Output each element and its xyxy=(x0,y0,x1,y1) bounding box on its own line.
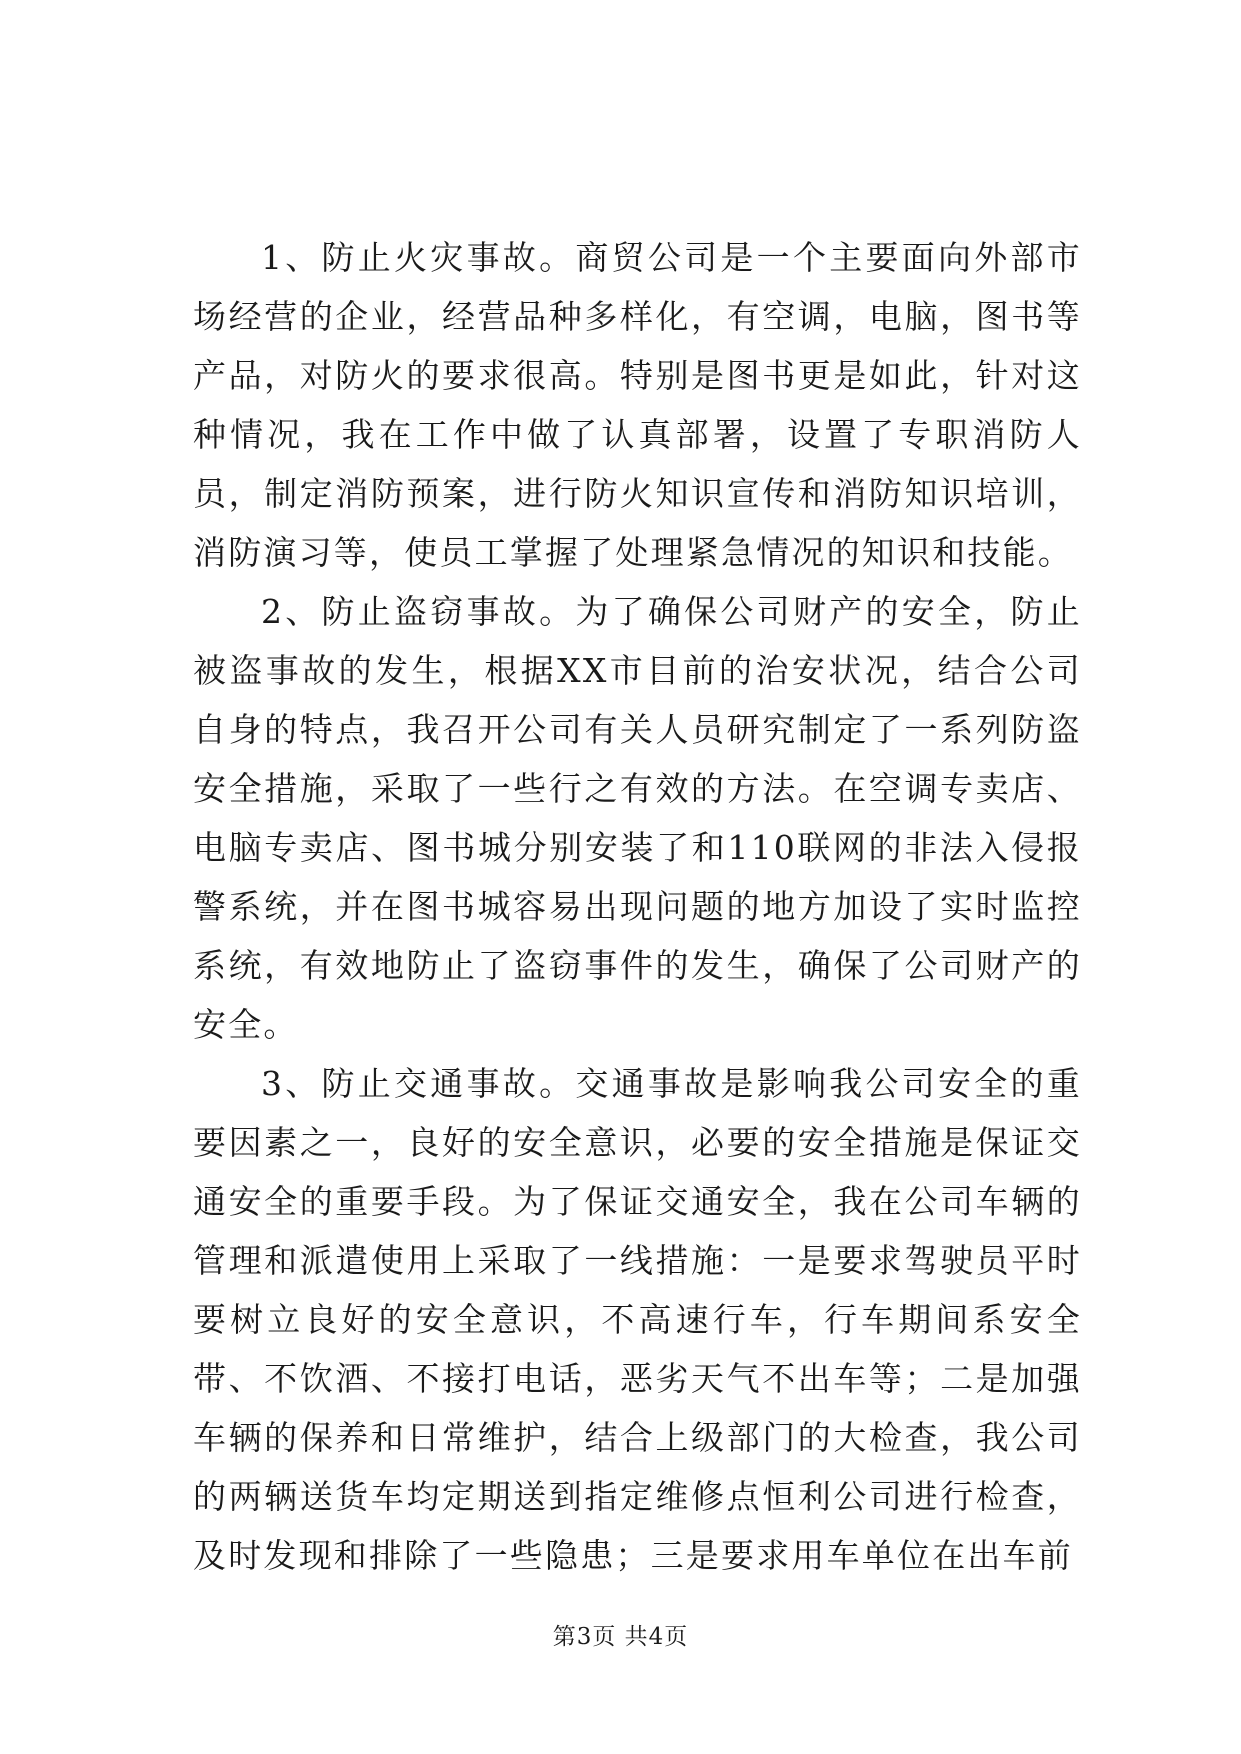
paragraph-fire-prevention: 1、防止火灾事故。商贸公司是一个主要面向外部市场经营的企业，经营品种多样化，有空调，电脑，图书等产品，对防火的要求很高。特别是图书更是如此，针对这种情况，我在工作中做了认真部署，设置了专职消防人员，制定消防预案，进行防火知识宣传和消防知识培训，消防演习等，使员工掌握了处理紧急情况的知识和技能。 xyxy=(193,238,1082,572)
page-number-footer: 第3页 共4页 xyxy=(552,1624,689,1650)
paragraph-traffic-prevention: 3、防止交通事故。交通事故是影响我公司安全的重要因素之一，良好的安全意识，必要的安全措施是保证交通安全的重要手段。为了保证交通安全，我在公司车辆的管理和派遣使用上采取了一线措施：一是要求驾驶员平时要树立良好的安全意识，不高速行车，行车期间系安全带、不饮酒、不接打电话，恶劣天气不出车等；二是加强车辆的保养和日常维护，结合上级部门的大检查，我公司的两辆送货车均定期送到指定维修点恒利公司进行检查，及时发现和排除了一些隐患；三是要求用车单位在出车前 xyxy=(193,1064,1082,1575)
document-body xyxy=(193,228,1082,1585)
paragraph-theft-prevention: 2、防止盗窃事故。为了确保公司财产的安全，防止被盗事故的发生，根据XX市目前的治安状况，结合公司自身的特点，我召开公司有关人员研究制定了一系列防盗安全措施，采取了一些行之有效的方法。在空调专卖店、电脑专卖店、图书城分别安装了和110联网的非法入侵报警系统，并在图书城容易出现问题的地方加设了实时监控系统，有效地防止了盗窃事件的发生，确保了公司财产的安全。 xyxy=(193,592,1082,1044)
